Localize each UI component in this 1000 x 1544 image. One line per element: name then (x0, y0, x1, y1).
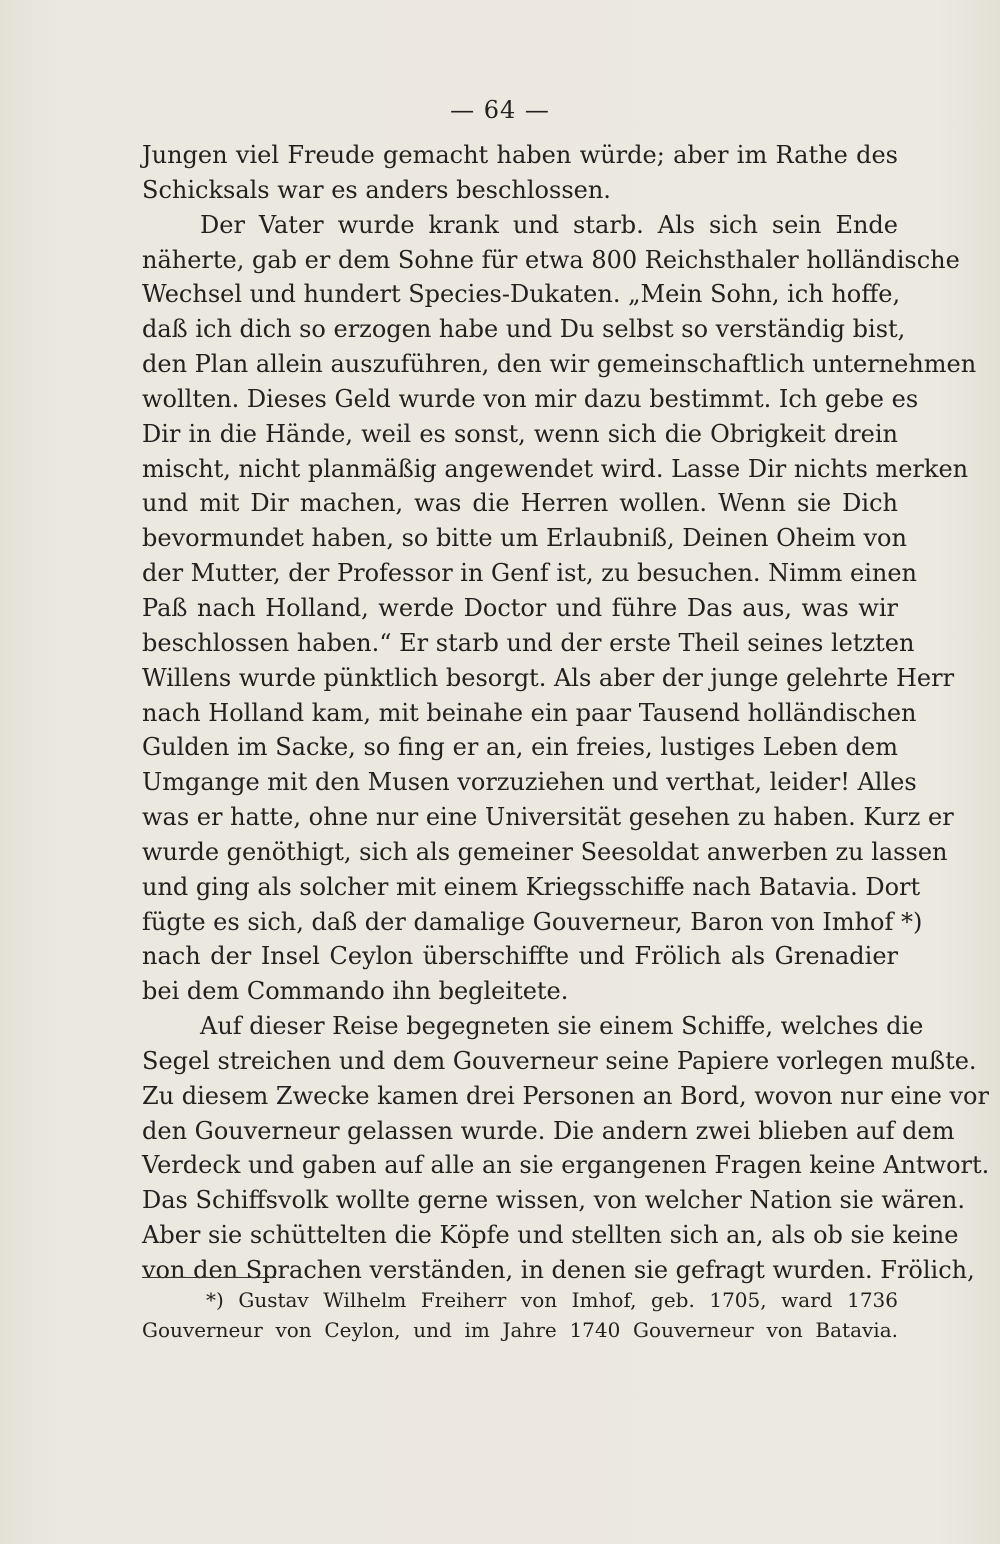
text-line: bevormundet haben, so bitte um Erlaubniß, Deinen Oheim von (142, 524, 907, 553)
text-line: der Mutter, der Professor in Genf ist, zu besuchen. Nimm einen (142, 559, 917, 588)
text-line: Segel streichen und dem Gouverneur seine Papiere vorlegen mußte. (142, 1046, 977, 1075)
text-line: und ging als solcher mit einem Kriegsschiffe nach Batavia. Dort (142, 872, 921, 901)
text-line: mischt, nicht planmäßig angewendet wird. Lasse Dir nichts merken (142, 454, 969, 483)
text-line: und mit Dir machen, was die Herren wollen. Wenn sie Dich (142, 489, 898, 518)
text-line: Der Vater wurde krank und starb. Als sich sein Ende (200, 210, 898, 239)
text-line: nach der Insel Ceylon überschiffte und Frölich als Grenadier (142, 942, 898, 971)
text-line: Umgange mit den Musen vorzuziehen und verthat, leider! Alles (142, 768, 917, 797)
text-line: fügte es sich, daß der damalige Gouverneur, Baron von Imhof *) (142, 907, 923, 936)
text-line: von den Sprachen verständen, in denen sie gefragt wurden. Frölich, (142, 1256, 975, 1284)
text-line: nach Holland kam, mit beinahe ein paar Tausend holländischen (142, 698, 917, 727)
text-line: Willens wurde pünktlich besorgt. Als aber der junge gelehrte Herr (142, 663, 955, 692)
text-line: Verdeck und gaben auf alle an sie ergangenen Fragen keine Antwort. (142, 1151, 990, 1180)
text-line: näherte, gab er dem Sohne für etwa 800 Reichsthaler holländische (142, 245, 960, 274)
text-line: Aber sie schüttelten die Köpfe und stellten sich an, als ob sie keine (142, 1221, 959, 1250)
text-line: daß ich dich so erzogen habe und Du selbst so verständig bist, (142, 315, 906, 344)
text-line: Schicksals war es anders beschlossen. (142, 175, 611, 204)
footnote-line: *) Gustav Wilhelm Freiherr von Imhof, geb. 1705, ward 1736 (206, 1288, 898, 1312)
text-line: bei dem Commando ihn begleitete. (142, 977, 569, 1006)
text-line: Zu diesem Zwecke kamen drei Personen an Bord, wovon nur eine vor (142, 1081, 989, 1110)
footnote (142, 1285, 898, 1345)
text-line: Wechsel und hundert Species-Dukaten. „Mein Sohn, ich hoffe, (142, 280, 901, 309)
body-text (142, 138, 990, 1288)
text-line: Paß nach Holland, werde Doctor und führe Das aus, was wir (142, 593, 898, 622)
text-line: was er hatte, ohne nur eine Universität gesehen zu haben. Kurz er (142, 803, 954, 832)
text-line: beschlossen haben.“ Er starb und der erste Theil seines letzten (142, 628, 915, 657)
footnote-divider (142, 1277, 276, 1278)
text-line: Jungen viel Freude gemacht haben würde; aber im Rathe des (142, 141, 898, 169)
text-line: wollten. Dieses Geld wurde von mir dazu bestimmt. Ich gebe es (142, 384, 919, 413)
text-line: den Plan allein auszuführen, den wir gemeinschaftlich unternehmen (142, 350, 977, 379)
text-line: wurde genöthigt, sich als gemeiner Seesoldat anwerben zu lassen (142, 837, 948, 866)
page-number: — 64 — (450, 96, 550, 124)
text-line: Dir in die Hände, weil es sonst, wenn sich die Obrigkeit drein (142, 419, 898, 448)
text-line: Gulden im Sacke, so fing er an, ein freies, lustiges Leben dem (142, 733, 898, 762)
text-line: Das Schiffsvolk wollte gerne wissen, von welcher Nation sie wären. (142, 1186, 965, 1215)
text-line: Auf dieser Reise begegneten sie einem Schiffe, welches die (200, 1012, 924, 1041)
text-line: den Gouverneur gelassen wurde. Die andern zwei blieben auf dem (142, 1116, 955, 1145)
footnote-line: Gouverneur von Ceylon, und im Jahre 1740 Gouverneur von Batavia. (142, 1318, 898, 1342)
